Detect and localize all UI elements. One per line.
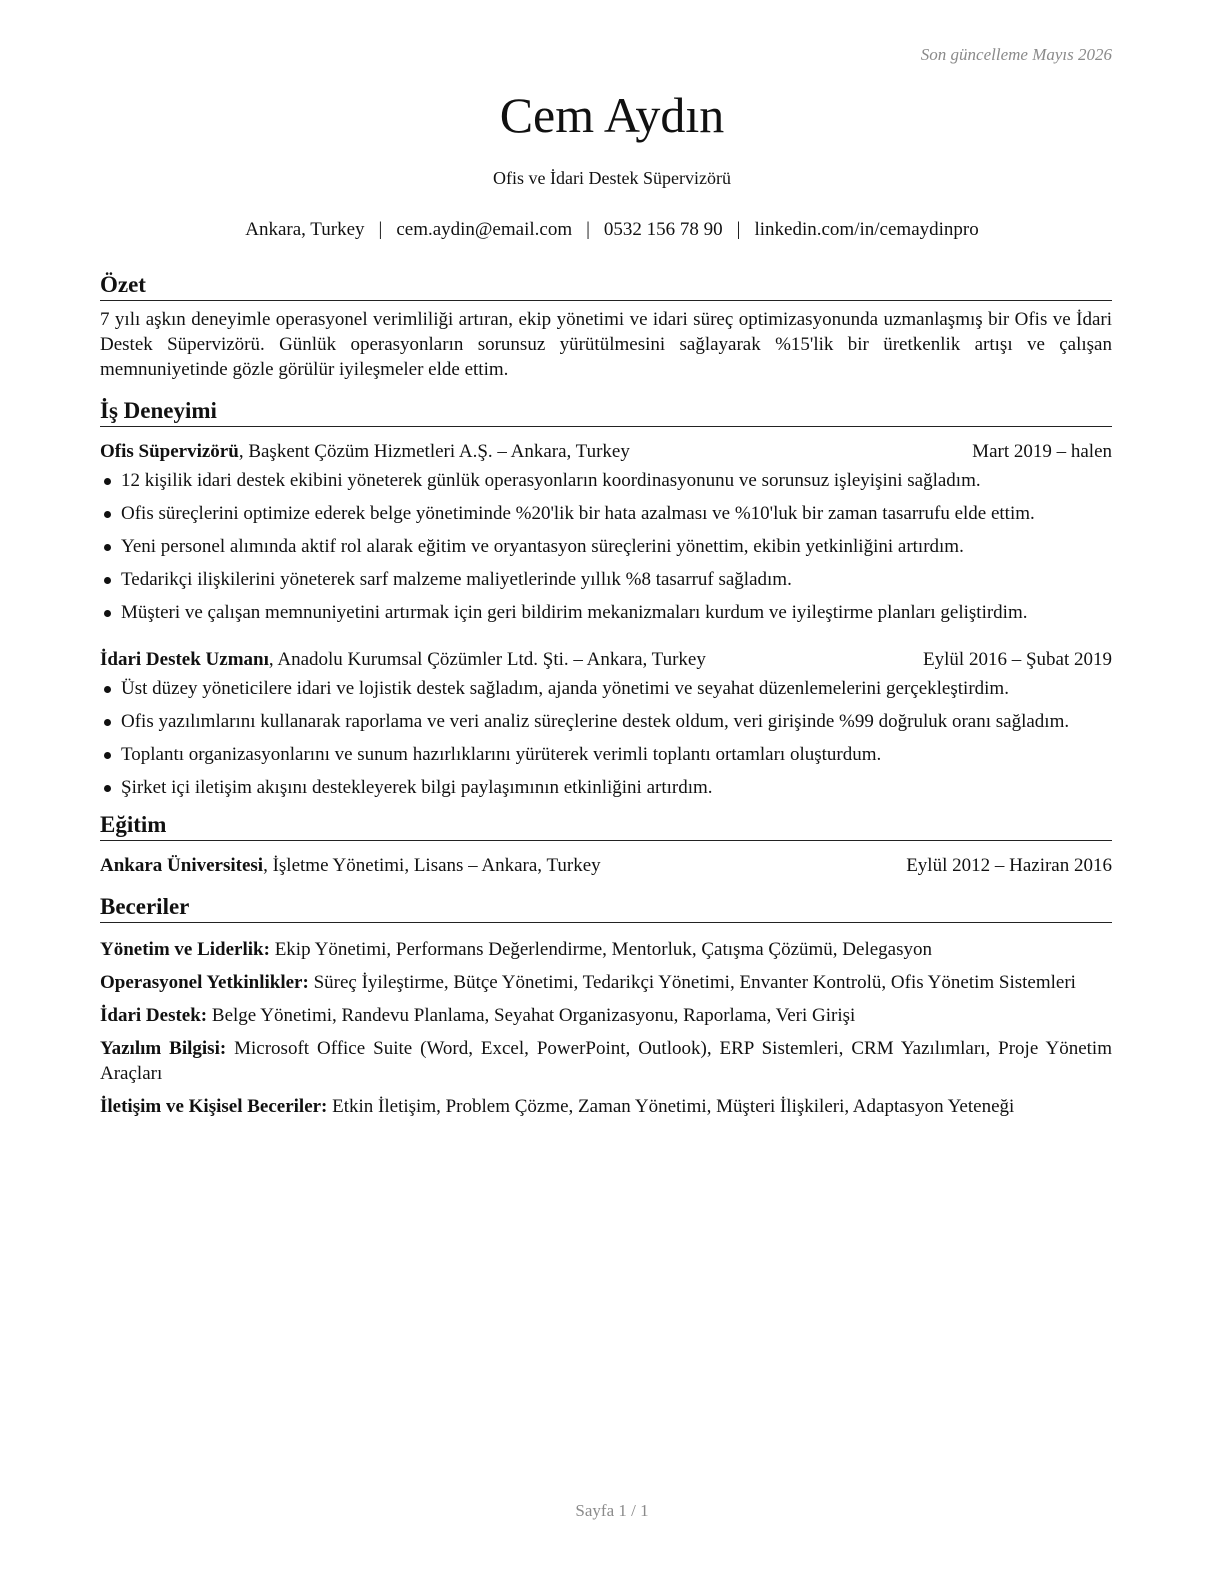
education-entry <box>100 853 1112 878</box>
job-title-line <box>100 647 706 672</box>
skill-label: İdari Destek: <box>100 1005 208 1026</box>
skill-value: Ekip Yönetimi, Performans Değerlendirme, Mentorluk, Çatışma Çözümü, Delegasyon <box>269 939 932 960</box>
contact-separator: | <box>378 219 383 240</box>
candidate-role: Ofis ve İdari Destek Süpervizörü <box>493 168 731 188</box>
page-number: Sayfa 1 / 1 <box>575 1501 649 1520</box>
skill-row <box>100 970 1112 995</box>
job-title: Ofis Süpervizörü <box>100 441 239 462</box>
job-title: İdari Destek Uzmanı <box>100 649 269 670</box>
summary-section <box>100 270 1112 382</box>
education-dates: Eylül 2012 – Haziran 2016 <box>906 855 1112 876</box>
job-bullet: Müşteri ve çalışan memnuniyetini artırmak için geri bildirim mekanizmaları kurdum ve iyileştirme planları geliştirdim. <box>100 600 1112 625</box>
skill-value: Belge Yönetimi, Randevu Planlama, Seyahat Organizasyonu, Raporlama, Veri Girişi <box>207 1005 856 1026</box>
skill-row <box>100 937 1112 962</box>
job-company: , Anadolu Kurumsal Çözümler Ltd. Şti. – Ankara, Turkey <box>268 649 706 670</box>
education-heading: Eğitim <box>100 810 1112 841</box>
summary-text: 7 yılı aşkın deneyimle operasyonel verimliliği artıran, ekip yönetimi ve idari süreç optimizasyonunda uzmanlaşmış bir Ofis ve İdari Destek Süpervizörü. Günlük operasyonların sorunsuz yürütülmesini sağlayarak %15'lik bir üretkenlik artışı ve çalışan memnuniyetinde gözle görülür iyileşmeler elde ettim. <box>100 309 1112 380</box>
skill-value: Microsoft Office Suite (Word, Excel, PowerPoint, Outlook), ERP Sistemleri, CRM Yazılımları, Proje Yönetim Araçları <box>100 1038 1112 1084</box>
skill-value: Etkin İletişim, Problem Çözme, Zaman Yönetimi, Müşteri İlişkileri, Adaptasyon Yeteneği <box>327 1096 1015 1117</box>
contact-separator: | <box>736 219 741 240</box>
skill-label: Yönetim ve Liderlik: <box>100 939 270 960</box>
job-bullet: 12 kişilik idari destek ekibini yöneterek günlük operasyonların koordinasyonunu ve sorunsuz işleyişini sağladım. <box>100 468 1112 493</box>
experience-heading: İş Deneyimi <box>100 396 1112 427</box>
skill-label: Yazılım Bilgisi: <box>100 1038 227 1059</box>
contact-phone: 0532 156 78 90 <box>603 219 723 240</box>
job-title-line <box>100 439 630 464</box>
contact-line <box>0 219 1224 241</box>
skill-value: Süreç İyileştirme, Bütçe Yönetimi, Tedarikçi Yönetimi, Envanter Kontrolü, Ofis Yönetim Sistemleri <box>308 972 1076 993</box>
job-header <box>100 647 1112 672</box>
job-header <box>100 439 1112 464</box>
contact-linkedin[interactable]: linkedin.com/in/cemaydinpro <box>754 219 979 240</box>
skills-section <box>100 892 1112 1119</box>
contact-email[interactable]: cem.aydin@email.com <box>396 219 573 240</box>
skill-label: Operasyonel Yetkinlikler: <box>100 972 309 993</box>
job-dates: Eylül 2016 – Şubat 2019 <box>923 649 1112 670</box>
job-bullet: Ofis yazılımlarını kullanarak raporlama ve veri analiz süreçlerine destek oldum, veri girişinde %99 doğruluk oranı sağladım. <box>100 709 1112 734</box>
resume-body <box>100 270 1112 1129</box>
education-details: , İşletme Yönetimi, Lisans – Ankara, Turkey <box>263 855 601 876</box>
job-bullet: Şirket içi iletişim akışını destekleyerek bilgi paylaşımının etkinliğini artırdım. <box>100 775 1112 800</box>
last-updated: Son güncelleme Mayıs 2026 <box>920 45 1112 64</box>
skill-row <box>100 1003 1112 1028</box>
job-bullet: Tedarikçi ilişkilerini yöneterek sarf malzeme maliyetlerinde yıllık %8 tasarruf sağladım. <box>100 567 1112 592</box>
summary-heading: Özet <box>100 270 1112 301</box>
experience-section <box>100 396 1112 800</box>
contact-separator: | <box>586 219 590 240</box>
job-bullet: Ofis süreçlerini optimize ederek belge yönetiminde %20'lik bir hata azalması ve %10'luk bir zaman tasarrufu elde ettim. <box>100 501 1112 526</box>
education-school: Ankara Üniversitesi <box>100 855 264 876</box>
job-bullet: Üst düzey yöneticilere idari ve lojistik destek sağladım, ajanda yönetimi ve seyahat düzenlemelerini gerçekleştirdim. <box>100 676 1112 701</box>
contact-location: Ankara, Turkey <box>245 219 365 240</box>
skills-heading: Beceriler <box>100 892 1112 923</box>
education-line <box>100 853 601 878</box>
job-bullet: Yeni personel alımında aktif rol alarak eğitim ve oryantasyon süreçlerini yönettim, ekibin yetkinliğini artırdım. <box>100 534 1112 559</box>
job-bullet: Toplantı organizasyonlarını ve sunum hazırlıklarını yürüterek verimli toplantı ortamları oluşturdum. <box>100 742 1112 767</box>
candidate-name: Cem Aydın <box>499 87 725 143</box>
job-bullets <box>100 676 1112 800</box>
skill-row <box>100 1036 1112 1086</box>
skill-label: İletişim ve Kişisel Beceriler: <box>100 1096 328 1117</box>
job-dates: Mart 2019 – halen <box>972 441 1112 462</box>
education-section <box>100 810 1112 878</box>
job-bullets <box>100 468 1112 625</box>
job-company: , Başkent Çözüm Hizmetleri A.Ş. – Ankara, Turkey <box>238 441 630 462</box>
skill-row <box>100 1094 1112 1119</box>
